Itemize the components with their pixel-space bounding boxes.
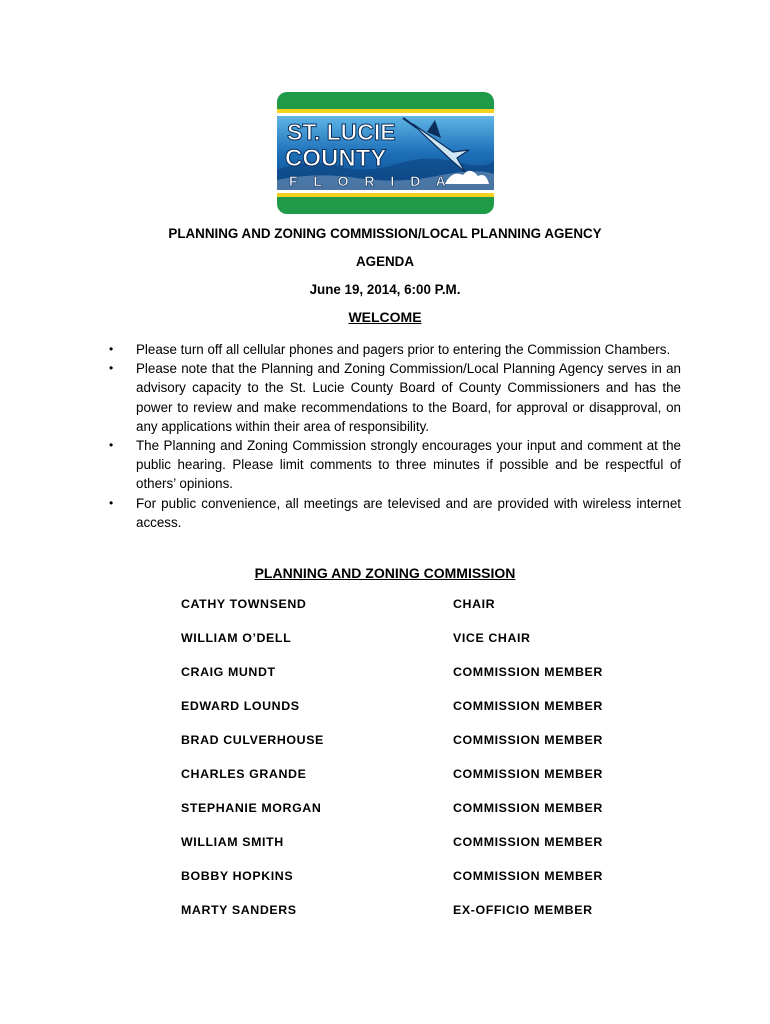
- bullet-item: [109, 340, 681, 359]
- svg-text:F L O R I D A: F L O R I D A: [289, 173, 452, 189]
- member-name: MARTY SANDERS: [181, 903, 297, 917]
- member-role: VICE CHAIR: [453, 631, 531, 645]
- member-name: WILLIAM SMITH: [181, 835, 284, 849]
- roster-row: [181, 869, 641, 903]
- commission-roster: [181, 597, 641, 937]
- member-role: COMMISSION MEMBER: [453, 665, 603, 679]
- roster-row: [181, 801, 641, 835]
- roster-row: [181, 699, 641, 733]
- bullet-text: For public convenience, all meetings are televised and are provided with wireless internet access.: [136, 495, 681, 530]
- welcome-heading: WELCOME: [348, 309, 422, 325]
- member-name: BOBBY HOPKINS: [181, 869, 294, 883]
- meeting-date: June 19, 2014, 6:00 P.M.: [309, 282, 461, 297]
- county-logo: [277, 92, 494, 214]
- bullet-icon: •: [109, 438, 114, 453]
- roster-row: [181, 733, 641, 767]
- svg-text:ST. LUCIE: ST. LUCIE: [287, 119, 396, 145]
- member-role: COMMISSION MEMBER: [453, 801, 603, 815]
- roster-row: [181, 903, 641, 937]
- st-lucie-county-logo-icon: [277, 92, 494, 214]
- bullet-text: Please note that the Planning and Zoning Commission/Local Planning Agency serves in an advisory capacity to the St. Lucie County Board of County Commissioners and has the power to review and make recommendations to the Board, for approval or disapproval, on any applications within their area of responsibility.: [136, 361, 681, 434]
- member-name: STEPHANIE MORGAN: [181, 801, 322, 815]
- member-role: EX-OFFICIO MEMBER: [453, 903, 593, 917]
- svg-text:COUNTY: COUNTY: [285, 145, 387, 172]
- roster-row: [181, 665, 641, 699]
- member-role: COMMISSION MEMBER: [453, 869, 603, 883]
- bullet-icon: •: [109, 342, 114, 356]
- welcome-bullet-list: [109, 340, 681, 532]
- member-name: CRAIG MUNDT: [181, 665, 276, 679]
- member-role: COMMISSION MEMBER: [453, 835, 603, 849]
- bullet-text: Please turn off all cellular phones and pagers prior to entering the Commission Chambers.: [136, 342, 671, 357]
- bullet-item: [109, 436, 681, 494]
- agenda-heading: AGENDA: [355, 254, 415, 269]
- bullet-icon: •: [109, 361, 114, 376]
- member-name: EDWARD LOUNDS: [181, 699, 300, 713]
- member-name: BRAD CULVERHOUSE: [181, 733, 324, 747]
- document-title: PLANNING AND ZONING COMMISSION/LOCAL PLANNING AGENCY: [168, 226, 602, 241]
- bullet-item: [109, 494, 681, 532]
- bullet-icon: •: [109, 495, 114, 510]
- member-name: WILLIAM O’DELL: [181, 631, 292, 645]
- roster-row: [181, 597, 641, 631]
- member-name: CHARLES GRANDE: [181, 767, 307, 781]
- roster-row: [181, 767, 641, 801]
- member-role: COMMISSION MEMBER: [453, 699, 603, 713]
- member-role: COMMISSION MEMBER: [453, 767, 603, 781]
- bullet-item: [109, 359, 681, 436]
- member-role: CHAIR: [453, 597, 496, 611]
- commission-section-title: PLANNING AND ZONING COMMISSION: [254, 565, 516, 581]
- roster-row: [181, 631, 641, 665]
- roster-row: [181, 835, 641, 869]
- bullet-text: The Planning and Zoning Commission strongly encourages your input and comment at the public hearing. Please limit comments to three minutes if possible and be respectful of others’ opinions.: [136, 438, 681, 492]
- member-role: COMMISSION MEMBER: [453, 733, 603, 747]
- member-name: CATHY TOWNSEND: [181, 597, 307, 611]
